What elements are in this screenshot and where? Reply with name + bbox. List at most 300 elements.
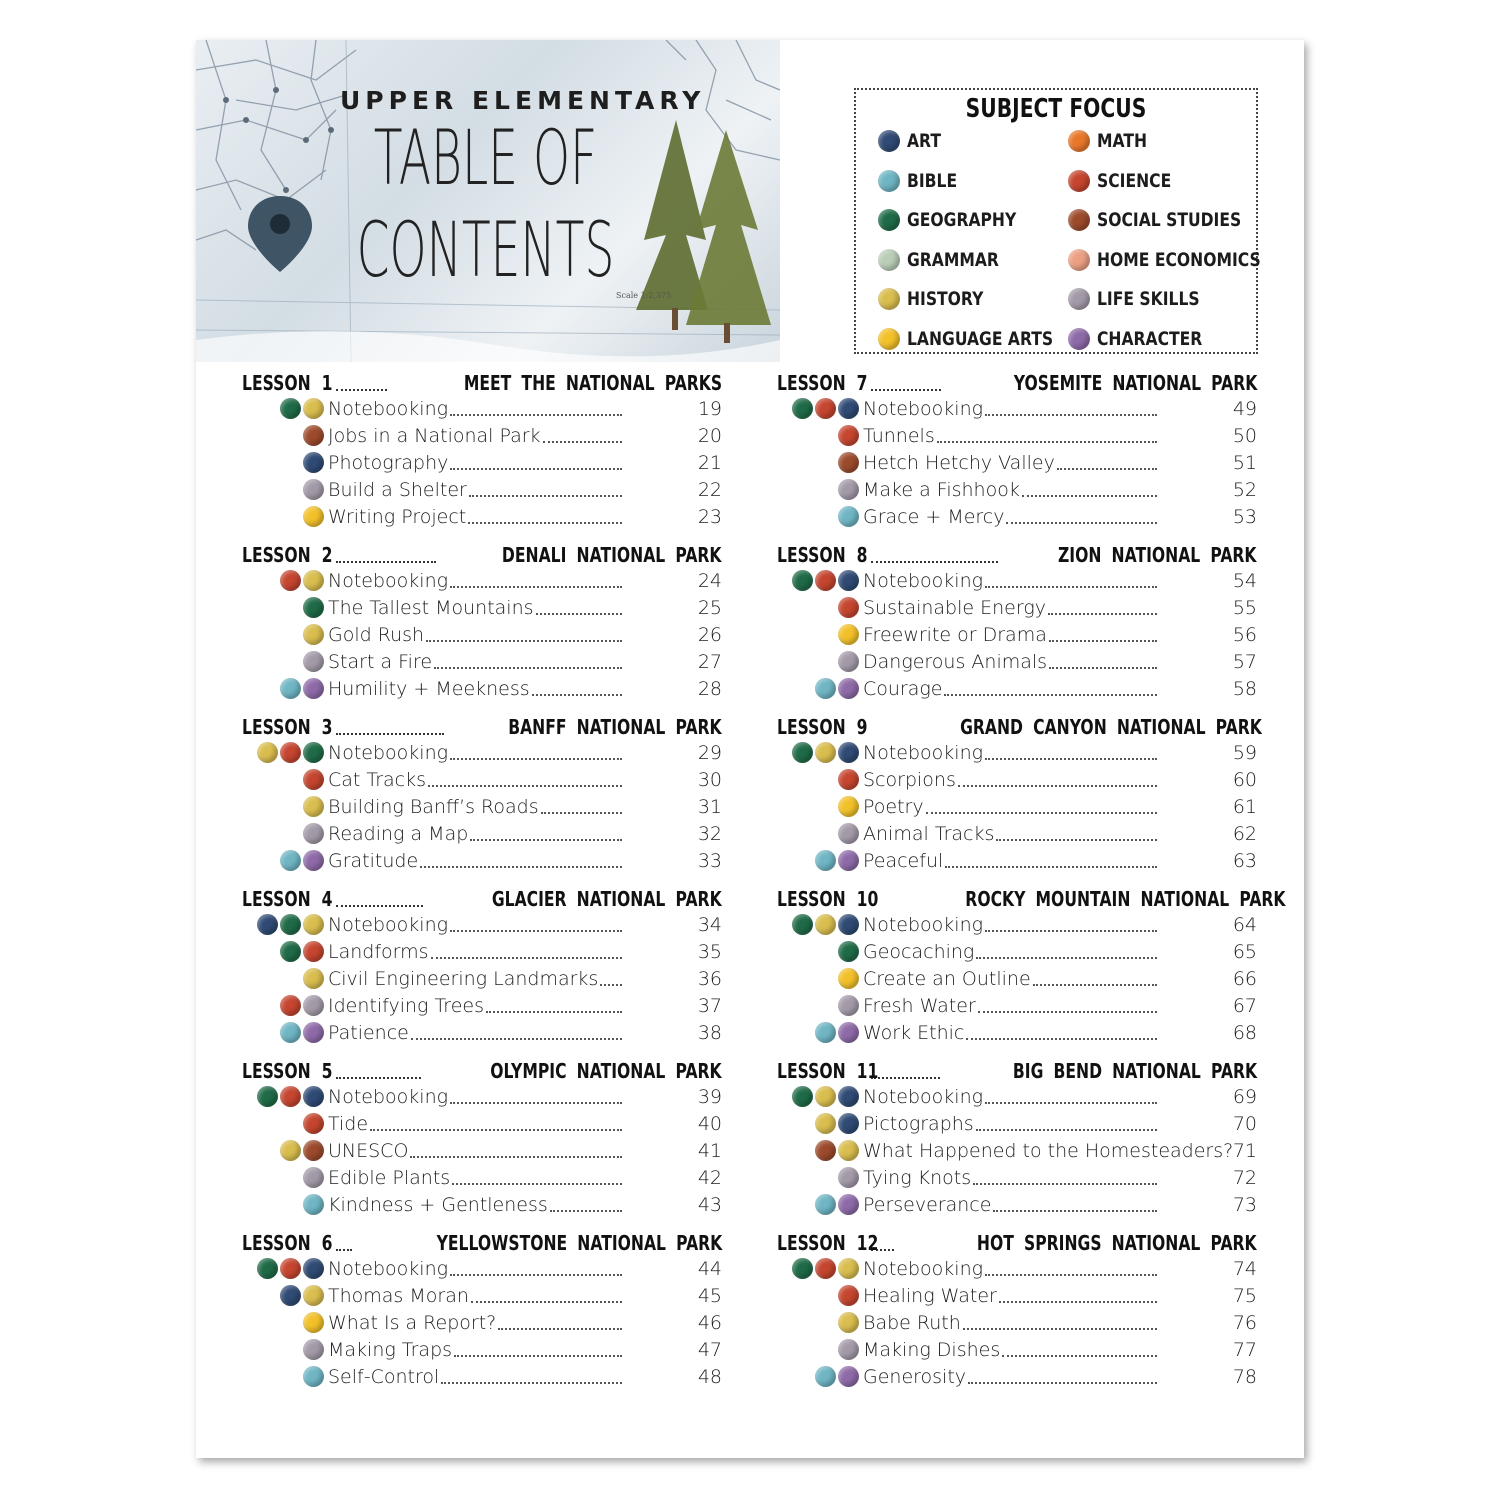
toc-entry[interactable] [777, 992, 1257, 1019]
subject-dots [242, 1366, 328, 1387]
toc-entry[interactable] [242, 1164, 722, 1191]
entry-dot-leader [452, 1171, 622, 1185]
toc-entry[interactable] [777, 911, 1257, 938]
subject-history-icon [838, 1312, 859, 1333]
subject-history-icon [303, 398, 324, 419]
subject-dots [242, 678, 328, 699]
toc-entry[interactable] [777, 648, 1257, 675]
legend-label: BIBLE [907, 169, 958, 192]
toc-entry[interactable] [777, 1336, 1257, 1363]
legend-label: CHARACTER [1097, 327, 1203, 350]
entry-page-number: 48 [697, 1365, 722, 1388]
entry-dot-leader [600, 972, 622, 986]
subject-dots [777, 769, 863, 790]
subject-dot-icon [1068, 328, 1090, 350]
lesson-4 [242, 883, 722, 1046]
toc-entry[interactable] [777, 793, 1257, 820]
subject-character-icon [838, 1366, 859, 1387]
park-name: ZION NATIONAL PARK [1058, 543, 1257, 567]
subject-history-icon [303, 570, 324, 591]
entry-topic: Cat Tracks [328, 768, 427, 791]
entry-topic: Kindness + Gentleness [328, 1193, 548, 1216]
entry-page-number: 75 [1232, 1284, 1257, 1307]
toc-entry[interactable] [777, 1282, 1257, 1309]
toc-entry[interactable] [777, 938, 1257, 965]
toc-entry[interactable] [242, 1137, 722, 1164]
entry-dot-leader [963, 1316, 1157, 1330]
toc-entry[interactable] [242, 1255, 722, 1282]
subject-bible-icon [815, 1194, 836, 1215]
subject-dots [242, 624, 328, 645]
legend-item-science [1068, 170, 1188, 192]
legend-item-character [1068, 328, 1225, 350]
toc-entry[interactable] [777, 1083, 1257, 1110]
toc-entry[interactable] [777, 503, 1257, 530]
lesson-heading [242, 1227, 722, 1255]
entry-dot-leader [468, 510, 622, 524]
toc-entry[interactable] [242, 1191, 722, 1218]
entry-page-number: 28 [697, 677, 722, 700]
subject-art-icon [257, 914, 278, 935]
subject-social-studies-icon [838, 452, 859, 473]
lesson-label [242, 371, 333, 395]
subject-dots [777, 1086, 863, 1107]
subject-dots [242, 570, 328, 591]
entry-topic: Perseverance [863, 1193, 992, 1216]
entry-dot-leader [993, 1198, 1157, 1212]
lesson-label [242, 887, 333, 911]
entry-topic: Reading a Map [328, 822, 469, 845]
park-name: OLYMPIC NATIONAL PARK [490, 1059, 722, 1083]
toc-entry[interactable] [242, 793, 722, 820]
entry-page-number: 59 [1232, 741, 1257, 764]
subject-art-icon [838, 1113, 859, 1134]
entry-page-number: 63 [1232, 849, 1257, 872]
entry-topic: Photography [328, 451, 449, 474]
subject-life-skills-icon [303, 823, 324, 844]
entry-dot-leader [999, 1289, 1157, 1303]
legend-label: SOCIAL STUDIES [1097, 209, 1242, 231]
lesson-heading [777, 1055, 1257, 1083]
toc-entry[interactable] [242, 847, 722, 874]
entry-dot-leader [411, 1026, 622, 1040]
lesson-word: LESSON [242, 1231, 311, 1255]
subject-art-icon [303, 1086, 324, 1107]
subject-focus-legend [854, 88, 1261, 354]
entry-page-number: 24 [697, 569, 722, 592]
toc-entry[interactable] [242, 648, 722, 675]
toc-entry[interactable] [242, 594, 722, 621]
subject-geography-icon [792, 1086, 813, 1107]
entry-dot-leader [450, 918, 622, 932]
entry-topic: Notebooking [863, 569, 984, 592]
entry-topic: UNESCO [328, 1139, 409, 1162]
entry-dot-leader [428, 773, 622, 787]
entry-page-number: 68 [1232, 1021, 1257, 1044]
subject-dot-icon [878, 170, 900, 192]
toc-entry[interactable] [242, 567, 722, 594]
entry-page-number: 58 [1232, 677, 1257, 700]
entry-page-number: 66 [1232, 967, 1257, 990]
lesson-label [777, 715, 868, 739]
entry-topic: Landforms [328, 940, 429, 963]
lesson-3 [242, 711, 722, 874]
toc-entry[interactable] [777, 476, 1257, 503]
toc-entry[interactable] [242, 449, 722, 476]
entry-dot-leader [543, 429, 622, 443]
toc-entry[interactable] [242, 739, 722, 766]
subject-history-icon [815, 914, 836, 935]
lesson-1 [242, 367, 722, 530]
lesson-heading [777, 883, 1286, 911]
subject-dots [242, 1285, 328, 1306]
lesson-label [242, 1231, 333, 1255]
subject-life-skills-icon [838, 651, 859, 672]
toc-entry[interactable] [242, 621, 722, 648]
entry-page-number: 29 [697, 741, 722, 764]
lesson-5 [242, 1055, 722, 1218]
subject-dots [777, 651, 863, 672]
park-name: BANFF NATIONAL PARK [508, 715, 722, 739]
toc-entry[interactable] [777, 449, 1257, 476]
entry-page-number: 27 [697, 650, 722, 673]
title-line-1: TABLE OF [373, 113, 598, 202]
entry-dot-leader [968, 1370, 1157, 1384]
lesson-word: LESSON [777, 1059, 846, 1083]
subject-dots [242, 398, 328, 419]
dot-leader [336, 389, 387, 391]
lesson-11 [777, 1055, 1257, 1218]
subject-history-icon [257, 742, 278, 763]
subject-bible-icon [838, 506, 859, 527]
subject-dots [777, 968, 863, 989]
lesson-number: 11 [856, 1059, 879, 1083]
subject-history-icon [838, 1140, 859, 1161]
entry-topic: Edible Plants [328, 1166, 451, 1189]
entry-topic: Babe Ruth [863, 1311, 961, 1334]
toc-entry[interactable] [242, 1336, 722, 1363]
toc-entry[interactable] [777, 1191, 1257, 1218]
lesson-number: 1 [321, 371, 333, 395]
subject-dots [242, 1022, 328, 1043]
legend-item-life-skills [1068, 288, 1222, 310]
subject-dots [242, 1140, 328, 1161]
dot-leader [336, 561, 436, 563]
toc-entry[interactable] [777, 965, 1257, 992]
lesson-number: 4 [321, 887, 333, 911]
entry-page-number: 45 [697, 1284, 722, 1307]
toc-entry[interactable] [242, 503, 722, 530]
subject-geography-icon [792, 1258, 813, 1279]
lesson-heading [242, 883, 722, 911]
subject-character-icon [838, 850, 859, 871]
entry-dot-leader [985, 746, 1157, 760]
entry-dot-leader [370, 1117, 622, 1131]
entry-topic: Pictographs [863, 1112, 974, 1135]
park-name: GLACIER NATIONAL PARK [492, 887, 722, 911]
entry-page-number: 78 [1232, 1365, 1257, 1388]
subject-dots [242, 769, 328, 790]
entry-page-number: 20 [697, 424, 722, 447]
subject-dots [777, 1312, 863, 1333]
lesson-word: LESSON [777, 543, 846, 567]
entry-page-number: 65 [1232, 940, 1257, 963]
subject-social-studies-icon [303, 425, 324, 446]
subject-dots [777, 850, 863, 871]
entry-dot-leader [431, 945, 622, 959]
entry-page-number: 43 [697, 1193, 722, 1216]
subject-dots [242, 823, 328, 844]
entry-page-number: 23 [697, 505, 722, 528]
subject-bible-icon [815, 1022, 836, 1043]
entry-topic: Courage [863, 677, 943, 700]
subject-geography-icon [280, 398, 301, 419]
toc-entry[interactable] [777, 739, 1257, 766]
entry-topic: Work Ethic [863, 1021, 965, 1044]
entry-topic: Scorpions [863, 768, 956, 791]
legend-item-history [878, 288, 1000, 310]
subject-bible-icon [303, 1194, 324, 1215]
lesson-word: LESSON [777, 715, 846, 739]
legend-label: MATH [1097, 130, 1148, 152]
toc-entry[interactable] [242, 938, 722, 965]
subject-life-skills-icon [838, 479, 859, 500]
subject-dots [242, 914, 328, 935]
toc-entry[interactable] [777, 1019, 1257, 1046]
subject-language-arts-icon [303, 506, 324, 527]
subject-dots [777, 941, 863, 962]
toc-entry[interactable] [242, 395, 722, 422]
subject-character-icon [303, 1022, 324, 1043]
legend-item-geography [878, 209, 1040, 231]
subject-life-skills-icon [303, 1339, 324, 1360]
subject-dots [777, 742, 863, 763]
subject-dots [777, 1339, 863, 1360]
entry-topic: Patience [328, 1021, 409, 1044]
entry-dot-leader [985, 1262, 1157, 1276]
subject-dots [242, 506, 328, 527]
toc-entry[interactable] [777, 1255, 1257, 1282]
entry-topic: Build a Shelter [328, 478, 467, 501]
legend-item-social-studies [1068, 209, 1273, 231]
subject-geography-icon [303, 597, 324, 618]
lesson-heading [777, 711, 1262, 739]
entry-page-number: 44 [697, 1257, 722, 1280]
entry-topic: Writing Project [328, 505, 467, 528]
entry-page-number: 62 [1232, 822, 1257, 845]
subject-art-icon [303, 452, 324, 473]
toc-entry[interactable] [777, 847, 1257, 874]
toc-entry[interactable] [777, 395, 1257, 422]
entry-topic: Dangerous Animals [863, 650, 1048, 673]
toc-entry[interactable] [777, 1363, 1257, 1390]
lesson-number: 6 [321, 1231, 333, 1255]
dot-leader [336, 905, 423, 907]
toc-entry[interactable] [777, 820, 1257, 847]
subject-dots [777, 479, 863, 500]
lesson-number: 7 [856, 371, 868, 395]
subject-life-skills-icon [838, 823, 859, 844]
entry-page-number: 55 [1232, 596, 1257, 619]
lesson-word: LESSON [242, 715, 311, 739]
entry-page-number: 34 [697, 913, 722, 936]
subject-geography-icon [838, 941, 859, 962]
toc-entry[interactable] [242, 1083, 722, 1110]
toc-entry[interactable] [242, 911, 722, 938]
subject-dot-icon [878, 209, 900, 231]
toc-entry[interactable] [242, 422, 722, 449]
entry-page-number: 61 [1232, 795, 1257, 818]
subject-bible-icon [815, 850, 836, 871]
park-name: YOSEMITE NATIONAL PARK [1013, 371, 1257, 395]
toc-entry[interactable] [242, 965, 722, 992]
toc-entry[interactable] [777, 1164, 1257, 1191]
subject-dots [777, 1285, 863, 1306]
subject-science-icon [838, 597, 859, 618]
toc-entry[interactable] [777, 594, 1257, 621]
entry-topic: Making Dishes [863, 1338, 1001, 1361]
subject-history-icon [303, 968, 324, 989]
toc-entry[interactable] [777, 1137, 1257, 1164]
entry-dot-leader [498, 1316, 622, 1330]
legend-label: HISTORY [907, 288, 984, 310]
dot-leader [336, 1249, 352, 1251]
entry-dot-leader [1057, 456, 1157, 470]
lesson-label [777, 887, 879, 911]
toc-entry[interactable] [242, 1019, 722, 1046]
lesson-9 [777, 711, 1262, 874]
entry-topic: Generosity [863, 1365, 967, 1388]
toc-entry[interactable] [242, 1282, 722, 1309]
subject-dots [777, 570, 863, 591]
entry-page-number: 47 [697, 1338, 722, 1361]
subtitle: UPPER ELEMENTARY [340, 86, 706, 115]
subject-bible-icon [815, 1366, 836, 1387]
lesson-number: 3 [321, 715, 333, 739]
toc-entry[interactable] [777, 675, 1257, 702]
entry-topic: Self-Control [328, 1365, 440, 1388]
subject-science-icon [280, 742, 301, 763]
dot-leader [871, 389, 941, 391]
entry-dot-leader [470, 827, 622, 841]
entry-topic: Notebooking [863, 913, 984, 936]
toc-entry[interactable] [777, 1309, 1257, 1336]
toc-entry[interactable] [777, 567, 1257, 594]
subject-science-icon [838, 425, 859, 446]
subject-dots [242, 425, 328, 446]
lesson-heading [777, 1227, 1257, 1255]
toc-entry[interactable] [777, 766, 1257, 793]
entry-topic: Geocaching [863, 940, 975, 963]
toc-entry[interactable] [242, 992, 722, 1019]
lesson-word: LESSON [242, 371, 311, 395]
legend-item-home-economics [1068, 249, 1297, 271]
location-pin-icon [248, 196, 312, 272]
toc-entry[interactable] [242, 820, 722, 847]
subject-dots [777, 506, 863, 527]
entry-dot-leader [1033, 972, 1157, 986]
subject-art-icon [838, 914, 859, 935]
subject-life-skills-icon [303, 479, 324, 500]
lesson-number: 12 [856, 1231, 879, 1255]
entry-dot-leader [985, 574, 1157, 588]
lesson-8 [777, 539, 1257, 702]
park-name: GRAND CANYON NATIONAL PARK [960, 715, 1262, 739]
legend-label: LIFE SKILLS [1097, 288, 1200, 310]
subject-science-icon [280, 1086, 301, 1107]
subject-life-skills-icon [838, 995, 859, 1016]
lesson-word: LESSON [242, 1059, 311, 1083]
subject-language-arts-icon [838, 796, 859, 817]
subject-character-icon [838, 678, 859, 699]
subject-dots [777, 624, 863, 645]
dot-leader [871, 1077, 940, 1079]
toc-entry[interactable] [242, 675, 722, 702]
subject-dots [777, 1113, 863, 1134]
subject-dots [777, 1167, 863, 1188]
entry-dot-leader [450, 456, 622, 470]
entry-page-number: 46 [697, 1311, 722, 1334]
map-scale-text: Scale 1:2,375 [616, 291, 672, 300]
lesson-heading [777, 367, 1257, 395]
entry-dot-leader [985, 402, 1157, 416]
subject-geography-icon [792, 742, 813, 763]
entry-page-number: 53 [1232, 505, 1257, 528]
park-name: BIG BEND NATIONAL PARK [1012, 1059, 1257, 1083]
entry-page-number: 40 [697, 1112, 722, 1135]
subject-dot-icon [1068, 288, 1090, 310]
park-name: MEET THE NATIONAL PARKS [463, 371, 722, 395]
entry-page-number: 54 [1232, 569, 1257, 592]
subject-dots [777, 1258, 863, 1279]
toc-entry[interactable] [242, 1363, 722, 1390]
toc-entry[interactable] [777, 422, 1257, 449]
subject-dots [777, 1140, 863, 1161]
subject-dots [777, 796, 863, 817]
subject-science-icon [280, 1258, 301, 1279]
entry-page-number: 56 [1232, 623, 1257, 646]
toc-entry[interactable] [777, 1110, 1257, 1137]
entry-topic: Notebooking [328, 569, 449, 592]
toc-entry[interactable] [242, 1309, 722, 1336]
subject-science-icon [838, 1285, 859, 1306]
toc-entry[interactable] [242, 766, 722, 793]
subject-dots [777, 914, 863, 935]
entry-dot-leader [985, 1090, 1157, 1104]
entry-topic: Peaceful [863, 849, 944, 872]
toc-entry[interactable] [242, 1110, 722, 1137]
lesson-word: LESSON [777, 371, 846, 395]
lesson-12 [777, 1227, 1257, 1390]
entry-page-number: 74 [1232, 1257, 1257, 1280]
entry-dot-leader [945, 854, 1157, 868]
legend-label: SCIENCE [1097, 169, 1172, 192]
entry-dot-leader [450, 1090, 622, 1104]
entry-topic: Gold Rush [328, 623, 425, 646]
subject-dots [777, 678, 863, 699]
lesson-word: LESSON [777, 887, 846, 911]
entry-topic: Civil Engineering Landmarks [328, 967, 599, 990]
entry-dot-leader [976, 1117, 1157, 1131]
subject-dots [777, 452, 863, 473]
lesson-heading [777, 539, 1257, 567]
entry-dot-leader [944, 682, 1157, 696]
toc-entry[interactable] [777, 621, 1257, 648]
subject-history-icon [815, 1113, 836, 1134]
toc-entry[interactable] [242, 476, 722, 503]
entry-dot-leader [1006, 510, 1157, 524]
lesson-heading [242, 539, 722, 567]
